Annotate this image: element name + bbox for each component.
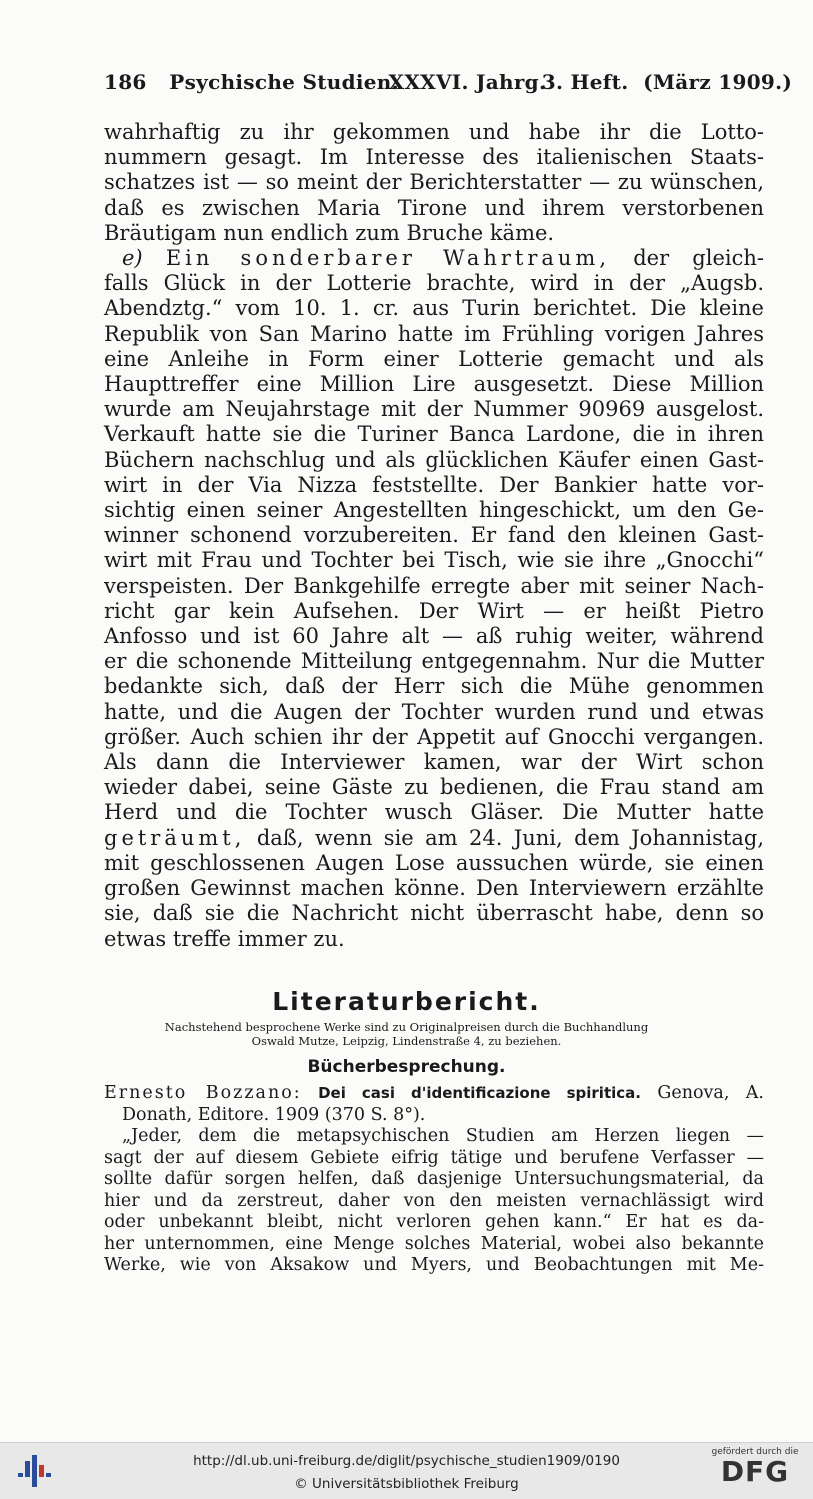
text-line: falls Glück in der Lotterie brachte, wird in der „Augsb.: [104, 271, 764, 296]
journal-title: Psychische Studien.: [169, 70, 399, 94]
literature-note-line: Nachstehend besprochene Werke sind zu Originalpreisen durch die Buchhandlung: [164, 1020, 649, 1034]
review-text-line: oder unbekannt bleibt, nicht verloren gehen kann.“ Er hat es da-: [104, 1212, 764, 1232]
literature-heading: Literaturbericht.: [272, 987, 541, 1016]
running-header: [104, 70, 793, 94]
viewer-footer: [0, 1442, 813, 1499]
literature-note-line: Oswald Mutze, Leipzig, Lindenstraße 4, zu beziehen.: [251, 1034, 562, 1048]
text-line: wirt mit Frau und Tochter bei Tisch, wie sie ihre „Gnocchi“: [104, 548, 764, 573]
text-line: schatzes ist — so meint der Berichterstatter — zu wünschen,: [104, 170, 764, 195]
review-text-line: „Jeder, dem die metapsychischen Studien am Herzen liegen —: [122, 1126, 764, 1146]
review-text-line: sollte dafür sorgen helfen, daß dasjenige Untersuchungsmaterial, da: [104, 1169, 764, 1189]
issue: 3. Heft.: [541, 70, 629, 94]
review-citation-line: [104, 1083, 764, 1105]
text-line: etwas treffe immer zu.: [104, 926, 345, 951]
section-marker: e): [122, 246, 143, 271]
review-text-line: Werke, wie von Aksakow und Myers, und Beobachtungen mit Me-: [104, 1255, 764, 1275]
spaced-rest: daß, wenn sie am 24. Juni, dem Johannistag,: [256, 825, 764, 850]
text-line: Verkauft hatte sie die Turiner Banca Lardone, die in ihren: [104, 422, 764, 447]
text-line: Herd und die Tochter wusch Gläser. Die Mutter hatte: [104, 800, 764, 825]
text-line: sichtig einen seiner Angestellten hingeschickt, um den Ge-: [104, 498, 764, 523]
dfg-funded-by: gefördert durch die: [711, 1447, 799, 1457]
text-line: hatte, und die Augen der Tochter wurden rund und etwas: [104, 699, 764, 724]
text-line: eine Anleihe in Form einer Lotterie gemacht und als: [104, 346, 764, 371]
text-line: Als dann die Interviewer kamen, war der Wirt schon: [104, 750, 764, 775]
text-line: Anfosso und ist 60 Jahre alt — aß ruhig weiter, während: [104, 624, 764, 649]
text-line: wahrhaftig zu ihr gekommen und habe ihr die Lotto-: [104, 120, 764, 144]
document-url-link[interactable]: http://dl.ub.uni-freiburg.de/diglit/psychische_studien1909/0190: [193, 1453, 620, 1469]
review-citation-line: Donath, Editore. 1909 (370 S. 8°).: [122, 1104, 426, 1125]
literature-note: [0, 1020, 813, 1048]
text-line: wirt in der Via Nizza feststellte. Der Bankier hatte vor-: [104, 472, 764, 497]
text-line: winner schonend vorzubereiten. Er fand den kleinen Gast-: [104, 523, 764, 548]
review-text-line: her unternommen, eine Menge solches Material, wobei also bekannte: [104, 1233, 764, 1254]
text-line: Abendztg.“ vom 10. 1. cr. aus Turin berichtet. Die kleine: [104, 296, 764, 321]
dfg-logo: [707, 1447, 803, 1495]
review-book-title: Dei casi d'identificazione spiritica.: [318, 1084, 641, 1102]
text-line: er die schonende Mitteilung entgegennahm. Nur die Mutter: [104, 649, 764, 674]
text-line: sie, daß sie die Nachricht nicht überrascht habe, denn so: [104, 901, 764, 926]
review-text-line: sagt der auf diesem Gebiete eifrig tätige und berufene Verfasser —: [104, 1147, 764, 1168]
text-line: verspeisten. Der Bankgehilfe erregte aber mit seiner Nach-: [104, 573, 764, 598]
review-author: Ernesto Bozzano:: [104, 1083, 302, 1103]
text-line: Republik von San Marino hatte im Frühling vorigen Jahres: [104, 321, 764, 346]
body-text: [104, 120, 764, 952]
section-first-rest: der gleich-: [633, 246, 764, 271]
text-line: Haupttreffer eine Million Lire ausgesetzt. Diese Million: [104, 372, 764, 397]
text-line: richt gar kein Aufsehen. Der Wirt — er heißt Pietro: [104, 598, 764, 623]
dfg-wordmark: DFG: [720, 1455, 790, 1488]
review-text-line: hier und da zerstreut, daher von den meisten vernachlässigt wird: [104, 1190, 764, 1211]
text-line: wurde am Neujahrstage mit der Nummer 90969 ausgelost.: [104, 397, 764, 422]
text-line: großen Gewinnst machen könne. Den Interviewern erzählte: [104, 876, 764, 901]
text-line: Bräutigam nun endlich zum Bruche käme.: [104, 220, 555, 245]
section-title: Ein sonderbarer Wahrtraum,: [165, 246, 611, 271]
issue-date: (März 1909.): [643, 70, 793, 94]
text-line: mit geschlossenen Augen Lose aussuchen würde, sie einen: [104, 850, 764, 875]
review-publisher: Genova, A.: [657, 1083, 764, 1103]
text-line: Büchern nachschlug und als glücklichen Käufer einen Gast-: [104, 447, 764, 472]
book-review-heading: Bücherbesprechung.: [307, 1057, 506, 1077]
text-line: bedankte sich, daß der Herr sich die Mühe genommen: [104, 674, 764, 699]
spaced-word: geträumt,: [104, 825, 246, 850]
text-line-spaced: [104, 826, 764, 851]
text-line: nummern gesagt. Im Interesse des italienischen Staats-: [104, 145, 764, 170]
section-e-first-line: [104, 246, 764, 271]
page-number: 186: [104, 70, 147, 94]
book-review: [104, 1083, 764, 1277]
volume: XXXVI. Jahrg.: [388, 70, 547, 94]
text-line: größer. Auch schien ihr der Appetit auf Gnocchi vergangen.: [104, 724, 764, 749]
text-line: daß es zwischen Maria Tirone und ihrem verstorbenen: [104, 195, 764, 220]
copyright-notice: © Universitätsbibliothek Freiburg: [294, 1476, 519, 1492]
text-line: wieder dabei, seine Gäste zu bedienen, die Frau stand am: [104, 775, 764, 800]
